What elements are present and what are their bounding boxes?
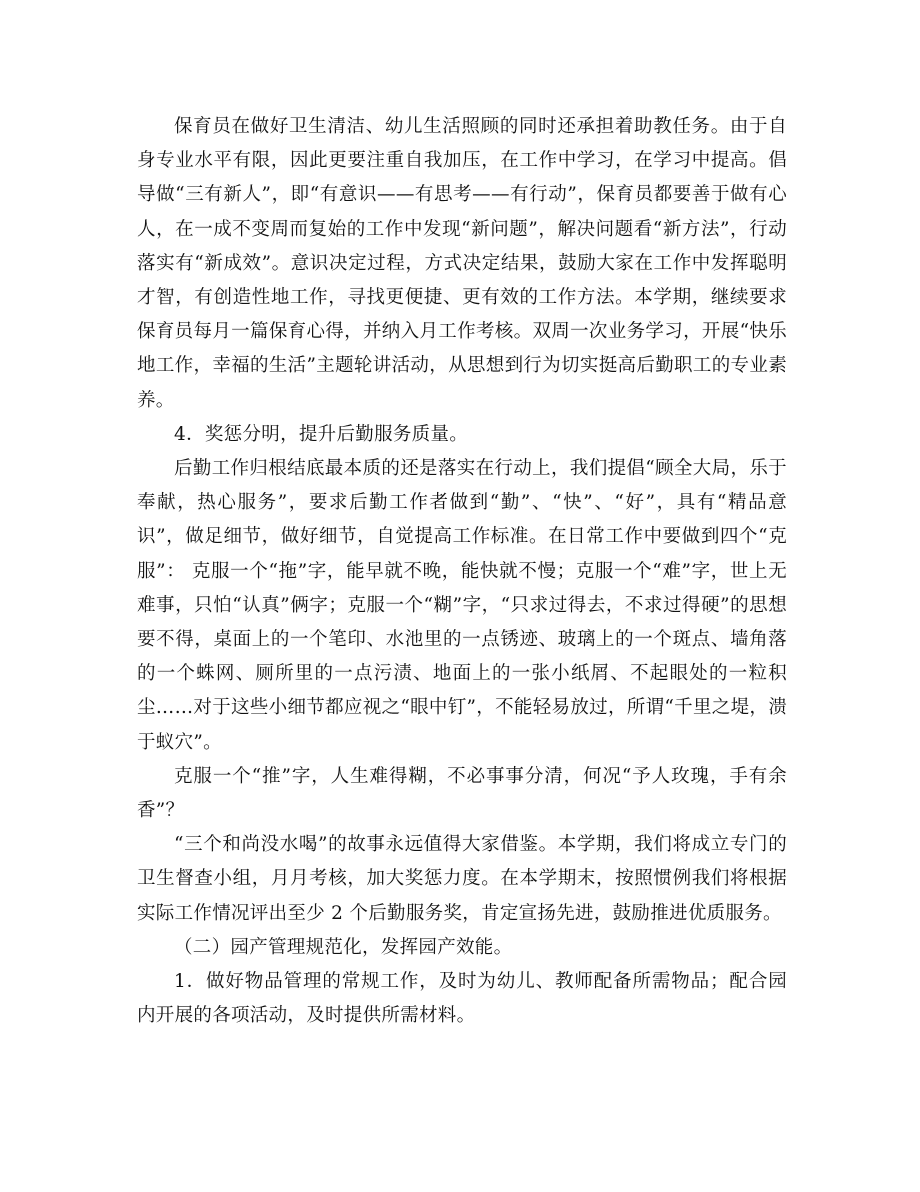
paragraph-three-monks: “三个和尚没水喝”的故事永远值得大家借鉴。本学期，我们将成立专门的卫生督查小组，月月考核，加大奖惩力度。在本学期末，按照惯例我们将根据实际工作情况评出至少 2 个后勤服务奖，肯定宣扬先进，鼓励推进优质服务。 [137, 834, 787, 924]
document-body [137, 110, 787, 1033]
paragraph-heading-rewards: 4．奖惩分明，提升后勤服务质量。 [174, 423, 469, 445]
paragraph-caregiver-duties: 保育员在做好卫生清洁、幼儿生活照顾的同时还承担着助教任务。由于自身专业水平有限，因此更要注重自我加压，在工作中学习，在学习中提高。倡导做“三有新人”，即“有意识——有思考——有行动”，保育员都要善于做有心人，在一成不变周而复始的工作中发现“新问题”，解决问题看“新方法”，行动落实有“新成效”。意识决定过程，方式决定结果，鼓励大家在工作中发挥聪明才智，有创造性地工作，寻找更便捷、更有效的工作方法。本学期，继续要求保育员每月一篇保育心得，并纳入月工作考核。双周一次业务学习，开展“快乐地工作，幸福的生活”主题轮讲活动，从思想到行为切实挺高后勤职工的专业素养。 [137, 116, 787, 411]
paragraph-overcome-push: 克服一个“推”字，人生难得糊，不必事事分清，何况“予人玫瑰，手有余香”？ [137, 765, 787, 822]
paragraph-logistics-work: 后勤工作归根结底最本质的还是落实在行动上，我们提倡“顾全大局，乐于奉献，热心服务”，要求后勤工作者做到“勤”、“快”、“好”，具有“精品意识”，做足细节，做好细节，自觉提高工作标准。在日常工作中要做到四个“克服”： 克服一个“拖”字，能早就不晚，能快就不慢；克服一个“难”字，世上无难事，只怕“认真”俩字；克服一个“糊”字，“只求过得去，不求过得硬”的思想要不得，桌面上的一个笔印、水池里的一点锈迹、玻璃上的一个斑点、墙角落的一个蛛网、厕所里的一点污渍、地面上的一张小纸屑、不起眼处的一粒积尘……对于这些小细节都应视之“眼中钉”，不能轻易放过，所谓“千里之堤，溃于蚁穴”。 [137, 458, 787, 753]
paragraph-heading-property: （二）园产管理规范化，发挥园产效能。 [174, 936, 513, 958]
paragraph-item-management: 1．做好物品管理的常规工作，及时为幼儿、教师配备所需物品；配合园内开展的各项活动，及时提供所需材料。 [137, 971, 787, 1027]
